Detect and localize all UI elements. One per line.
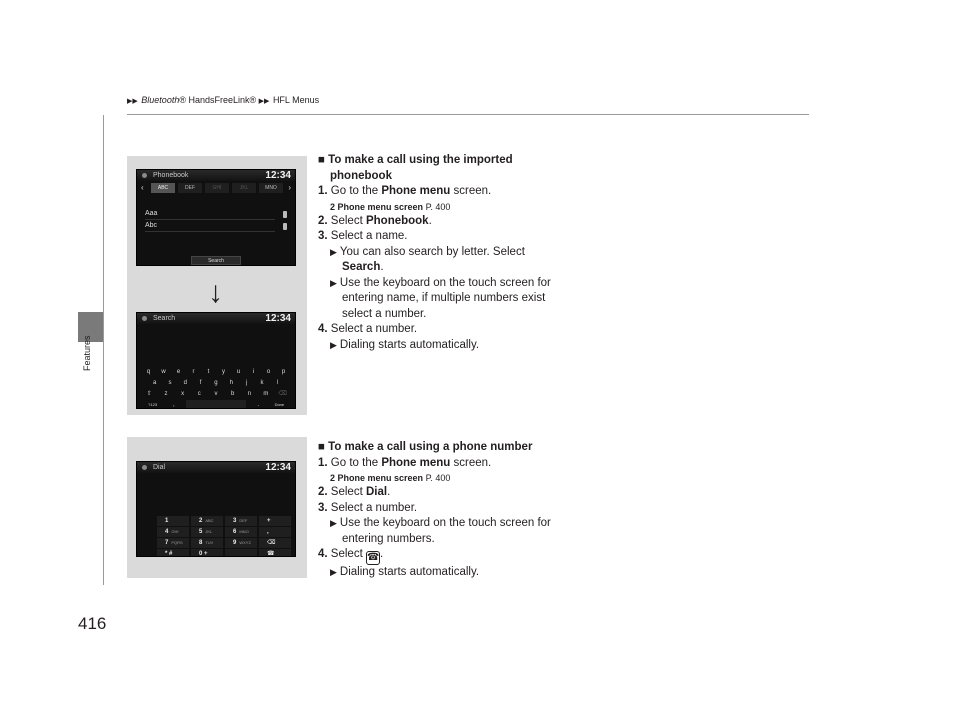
- ref-arrow-icon: 2: [330, 201, 336, 212]
- section-imported-phonebook: [318, 153, 588, 353]
- keyboard-row: [141, 389, 291, 400]
- substep: ▶ Dialing starts automatically.: [330, 338, 480, 351]
- contact-entry[interactable]: [145, 210, 275, 220]
- chevron-right-icon: ›: [288, 183, 291, 192]
- tab-abc[interactable]: ABC: [151, 183, 175, 193]
- key[interactable]: a: [152, 380, 157, 386]
- key[interactable]: n: [247, 391, 251, 397]
- call-icon: ☎: [366, 552, 380, 563]
- substep-continued: entering numbers.: [342, 532, 435, 545]
- dial-key[interactable]: ,: [259, 527, 291, 537]
- call-icon[interactable]: ☎: [259, 549, 291, 557]
- breadcrumb-hfl-menus: HFL Menus: [272, 95, 320, 105]
- key[interactable]: p: [281, 369, 286, 375]
- step-4: 4. Select ☎.: [318, 548, 384, 563]
- substep-continued: select a number.: [342, 307, 427, 320]
- screen-title: Dial: [153, 464, 166, 471]
- substep: ▶ Use the keyboard on the touch screen for: [330, 517, 551, 529]
- tab-mno[interactable]: MNO: [259, 183, 283, 193]
- done-key[interactable]: Done: [274, 402, 285, 407]
- side-divider: [103, 115, 104, 585]
- section-heading: [318, 440, 588, 456]
- dial-key[interactable]: 3 DEF: [225, 516, 257, 526]
- tab-jkl[interactable]: JKL: [232, 183, 256, 193]
- key[interactable]: h: [229, 380, 233, 386]
- screen-title: Search: [153, 315, 176, 322]
- dial-key[interactable]: 4 GHI: [157, 527, 189, 537]
- cross-reference[interactable]: 2 Phone menu screen P. 400: [330, 473, 451, 483]
- key[interactable]: w: [161, 369, 166, 375]
- search-button[interactable]: Search: [191, 256, 241, 265]
- arrow-right-icon: ▶: [330, 567, 337, 577]
- key[interactable]: q: [146, 369, 151, 375]
- screen-clock: 12:34: [265, 313, 291, 324]
- search-keyboard-screen: [136, 312, 296, 409]
- section-heading: [318, 153, 588, 169]
- keyboard-row: [141, 400, 291, 409]
- keyboard-row: [141, 367, 291, 378]
- dial-pad: [157, 516, 291, 557]
- chapter-label: Features: [82, 335, 92, 371]
- phonebook-screen: [136, 169, 296, 266]
- dial-key[interactable]: 0 +: [191, 549, 223, 557]
- key[interactable]: j: [245, 380, 248, 386]
- heading-text: To make a call using a phone number: [328, 441, 533, 453]
- arrow-right-icon: ▶: [330, 246, 337, 257]
- substep-continued: Search.: [342, 261, 384, 273]
- key[interactable]: z: [164, 391, 168, 397]
- breadcrumb-bluetooth: Bluetooth: [141, 95, 180, 105]
- menu-icon: [142, 173, 147, 178]
- key[interactable]: v: [214, 391, 218, 397]
- step-4: 4. Select a number.: [318, 323, 418, 335]
- breadcrumb-handsfreelink: ® HandsFreeLink®: [179, 95, 257, 105]
- step-2: 2. Select Dial.: [318, 486, 391, 498]
- dial-key[interactable]: 2 ABC: [191, 516, 223, 526]
- key[interactable]: d: [183, 380, 187, 386]
- step-1: 1. Go to the Phone menu screen.: [318, 456, 492, 469]
- menu-icon: [142, 316, 147, 321]
- key[interactable]: k: [260, 380, 264, 386]
- dial-key[interactable]: 5 JKL: [191, 527, 223, 537]
- phone-icon: [283, 223, 287, 230]
- dial-key[interactable]: 1: [157, 516, 189, 526]
- dial-key[interactable]: 9 WXYZ: [225, 538, 257, 548]
- key[interactable]: s: [168, 380, 172, 386]
- page-number: 416: [78, 614, 107, 633]
- key[interactable]: x: [181, 391, 185, 397]
- arrow-down-icon: ↓: [208, 276, 223, 309]
- letter-tabs: [141, 183, 291, 193]
- key[interactable]: u: [236, 369, 241, 375]
- key[interactable]: f: [199, 380, 202, 386]
- heading-text: phonebook: [330, 169, 392, 182]
- period-key[interactable]: .: [257, 402, 259, 408]
- heading-text: To make a call using the imported: [328, 154, 513, 166]
- dial-key[interactable]: * #: [157, 549, 189, 557]
- dial-key[interactable]: 7 PQRS: [157, 538, 189, 548]
- keyboard-row: [147, 378, 285, 389]
- dial-key[interactable]: 6 MNO: [225, 527, 257, 537]
- contact-entry[interactable]: [145, 222, 275, 232]
- key[interactable]: y: [222, 369, 225, 375]
- tab-ghi[interactable]: GHI: [205, 183, 229, 193]
- step-3: 3. Select a number.: [318, 501, 418, 514]
- cross-reference[interactable]: 2 Phone menu screen P. 400: [330, 201, 451, 212]
- substep: ▶ You can also search by letter. Select: [330, 245, 525, 258]
- screen-clock: 12:34: [265, 170, 291, 181]
- breadcrumb-arrow-icon: ▶▶: [258, 98, 270, 105]
- section-phone-number: [318, 440, 588, 581]
- key[interactable]: t: [207, 369, 210, 375]
- contact-name: Abc: [145, 222, 158, 229]
- menu-icon: [142, 465, 147, 470]
- substep-continued: entering name, if multiple numbers exist: [342, 292, 546, 304]
- key[interactable]: i: [252, 369, 255, 375]
- bullet-icon: ■: [318, 441, 325, 453]
- ref-arrow-icon: 2: [330, 473, 336, 483]
- arrow-right-icon: ▶: [330, 277, 337, 288]
- chevron-left-icon: ‹: [141, 183, 144, 192]
- dial-key[interactable]: 8 TUV: [191, 538, 223, 548]
- space-key[interactable]: [186, 400, 246, 409]
- key[interactable]: g: [214, 380, 218, 386]
- dial-key[interactable]: +: [259, 516, 291, 526]
- screen-title: Phonebook: [153, 172, 189, 179]
- key[interactable]: c: [197, 391, 201, 397]
- key[interactable]: m: [263, 391, 269, 397]
- step-2: 2. Select Phonebook.: [318, 214, 432, 227]
- bullet-icon: ■: [318, 154, 325, 166]
- arrow-right-icon: ▶: [330, 339, 337, 350]
- dial-screen: [136, 461, 296, 557]
- key[interactable]: r: [192, 369, 195, 375]
- arrow-right-icon: ▶: [330, 518, 337, 528]
- key[interactable]: l: [276, 380, 278, 386]
- header-divider: [127, 114, 809, 115]
- key[interactable]: o: [266, 369, 271, 375]
- backspace-icon[interactable]: ⌫: [278, 391, 287, 397]
- dial-key[interactable]: [225, 549, 257, 557]
- contact-name: Aaa: [145, 210, 158, 217]
- phone-icon: [283, 211, 287, 218]
- key[interactable]: b: [230, 391, 235, 397]
- key[interactable]: e: [176, 369, 181, 375]
- shift-icon[interactable]: ⇧: [146, 391, 152, 397]
- comma-key[interactable]: ,: [172, 402, 175, 408]
- symbols-key[interactable]: ?123: [148, 402, 158, 407]
- breadcrumb: [127, 95, 319, 105]
- screen-clock: 12:34: [265, 462, 291, 473]
- breadcrumb-arrow-icon: ▶▶: [127, 98, 138, 105]
- backspace-icon[interactable]: ⌫: [259, 538, 291, 548]
- step-1: 1. Go to the Phone menu screen.: [318, 185, 492, 197]
- step-3: 3. Select a name.: [318, 230, 408, 242]
- substep: ▶ Dialing starts automatically.: [330, 566, 480, 578]
- tab-def[interactable]: DEF: [178, 183, 202, 193]
- substep: ▶ Use the keyboard on the touch screen for: [330, 276, 551, 289]
